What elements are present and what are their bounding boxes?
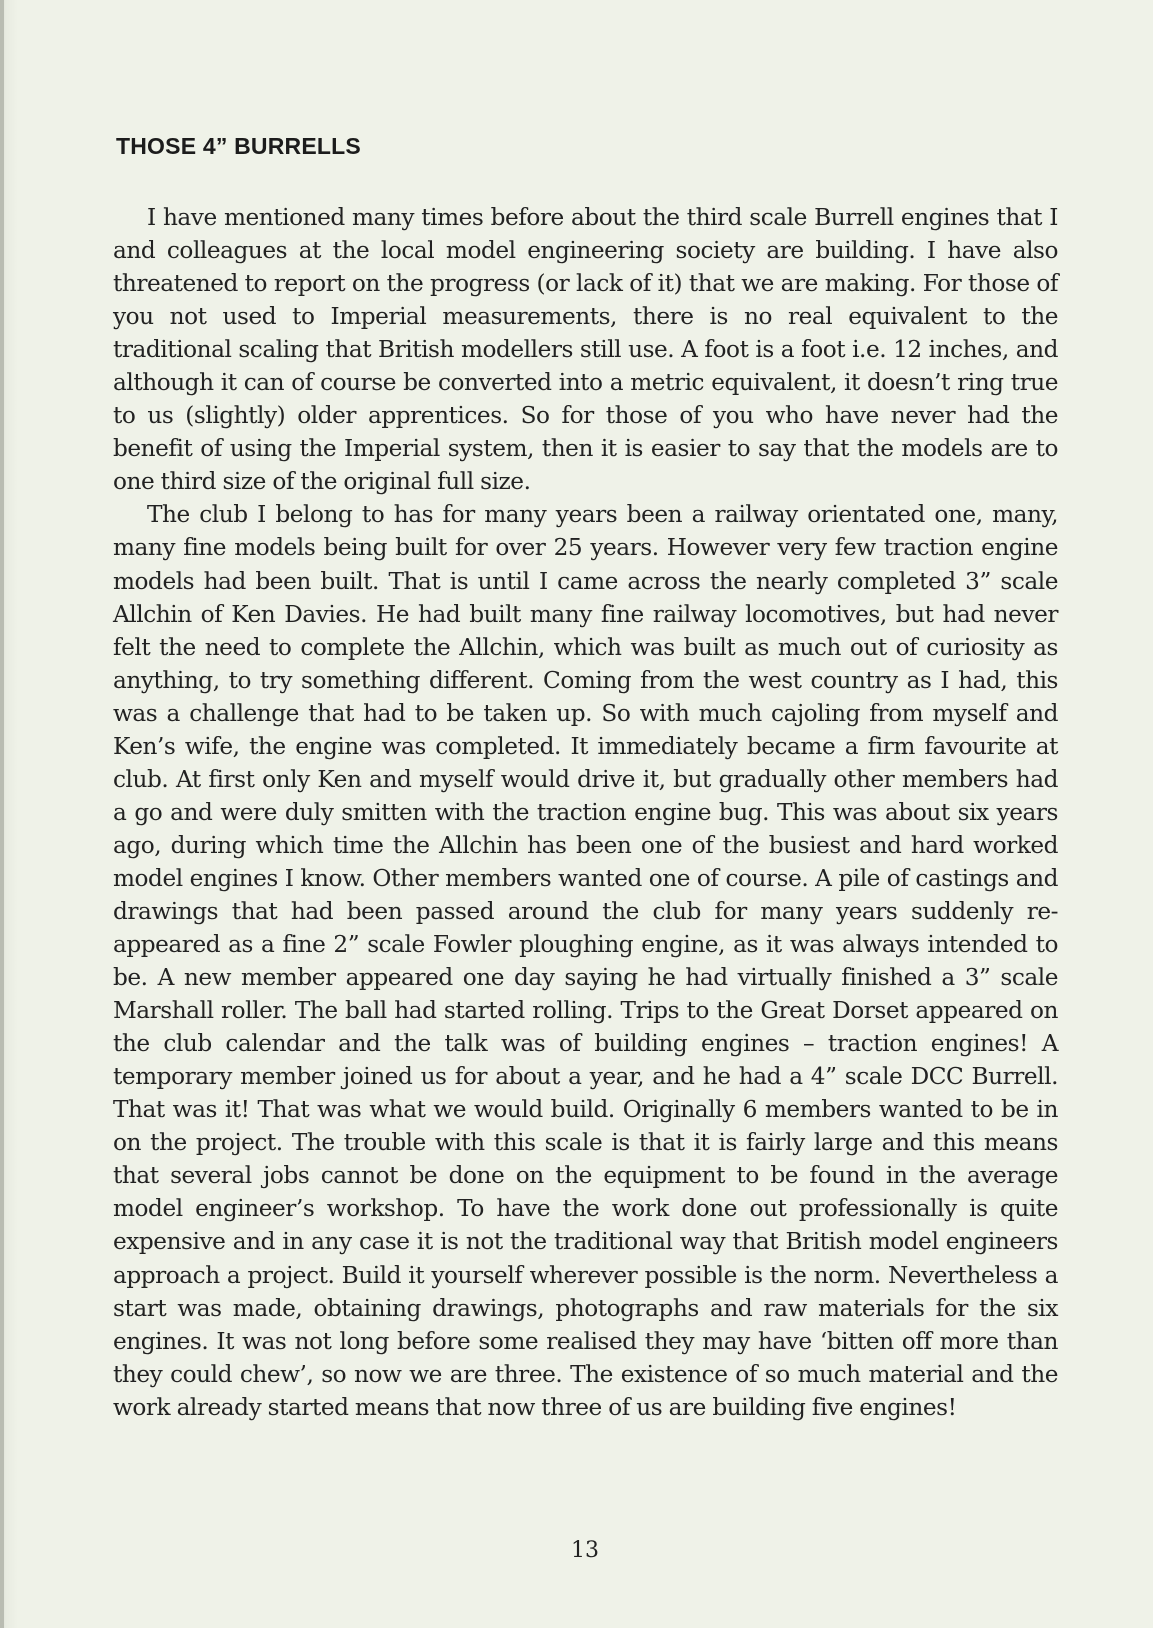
article-title: THOSE 4” BURRELLS	[116, 133, 361, 159]
binding-shadow	[0, 0, 4, 1628]
article-body	[113, 201, 1058, 1424]
paragraph-1: I have mentioned many times before about the third scale Burrell engines that I and colleagues at the local model engineering society are building. I have also threatened to report on the progress (or lack of it) that we are making. For those of you not used to Imperial measurements, there is no real equivalent to the traditional scaling that British modellers still use. A foot is a foot i.e. 12 inches, and although it can of course be converted into a metric equivalent, it doesn’t ring true to us (slightly) older apprentices. So for those of you who have never had the benefit of using the Imperial system, then it is easier to say that the models are to one third size of the original full size.	[113, 204, 1058, 496]
page-number: 13	[571, 1538, 599, 1563]
paragraph-2: The club I belong to has for many years been a railway orientated one, many, many fine models being built for over 25 years. However very few traction engine models had been built. That is until I came across the nearly completed 3” scale Allchin of Ken Davies. He had built many fine railway locomotives, but had never felt the need to complete the Allchin, which was built as much out of curiosity as anything, to try something different. Coming from the west country as I had, this was a challenge that had to be taken up. So with much cajoling from myself and Ken’s wife, the engine was completed. It immediately became a firm favourite at club. At first only Ken and myself would drive it, but gradually other members had a go and were duly smitten with the traction engine bug. This was about six years ago, during which time the Allchin has been one of the busiest and hard worked model engines I know. Other members wanted one of course. A pile of castings and drawings that had been passed around the club for many years suddenly re-appeared as a fine 2” scale Fowler ploughing engine, as it was always intended to be. A new member appeared one day saying he had virtually finished a 3” scale Marshall roller. The ball had started rolling. Trips to the Great Dorset appeared on the club calendar and the talk was of building engines – traction engines! A temporary member joined us for about a year, and he had a 4” scale DCC Burrell. That was it! That was what we would build. Originally 6 members wanted to be in on the project. The trouble with this scale is that it is fairly large and this means that several jobs cannot be done on the equipment to be found in the average model engineer’s workshop. To have the work done out professionally is quite expensive and in any case it is not the traditional way that British model engineers approach a project. Build it yourself wherever possible is the norm. Nevertheless a start was made, obtaining drawings, photographs and raw materials for the six engines. It was not long before some realised they may have ‘bitten off more than they could chew’, so now we are three. The existence of so much material and the work already started means that now three of us are building five engines!	[113, 501, 1058, 1421]
